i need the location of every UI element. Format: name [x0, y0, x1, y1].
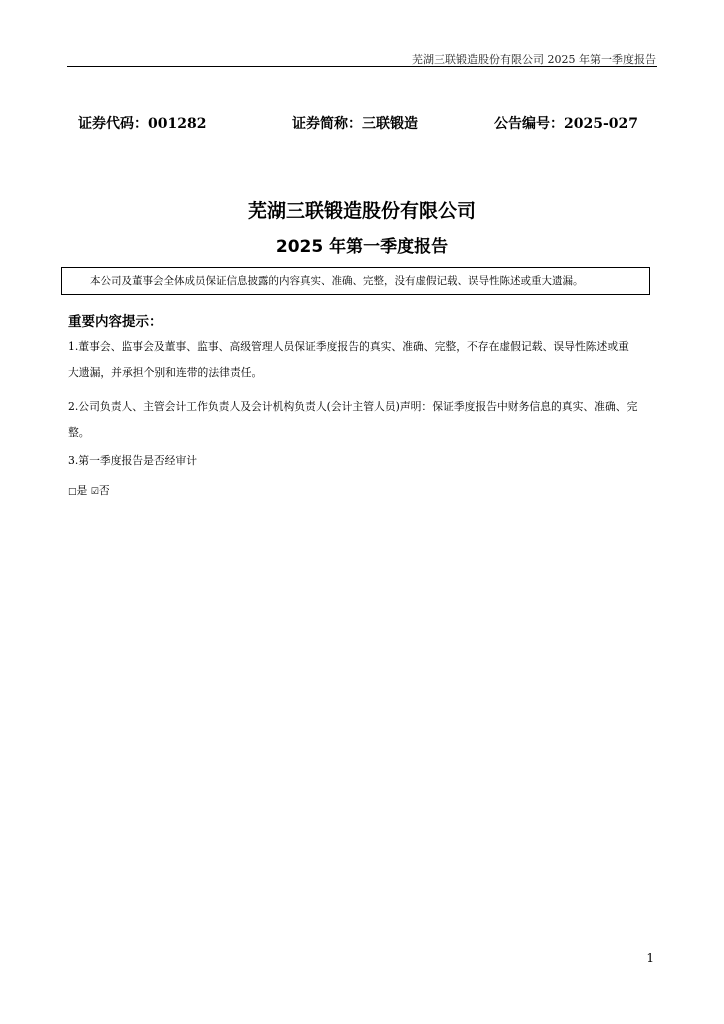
announcement-number: 公告编号：2025-027: [494, 116, 638, 132]
header-rule: [67, 66, 657, 67]
stock-name: 证券简称：三联锻造: [292, 116, 418, 132]
notice-item-3-text: 3.第一季度报告是否经审计: [68, 454, 198, 467]
notice-item-2-line-2: 整。: [68, 426, 90, 439]
important-notice-heading: 重要内容提示：: [68, 314, 163, 330]
unchecked-box-icon: □: [68, 487, 77, 497]
company-title: 芜湖三联锻造股份有限公司: [247, 200, 476, 222]
page-number: 1: [646, 951, 654, 965]
audit-choice-row: [68, 483, 110, 498]
notice-item-2: [68, 394, 658, 446]
audit-no-label: 否: [98, 484, 110, 497]
disclosure-notice-box: 本公司及董事会全体成员保证信息披露的内容真实、准确、完整，没有虚假记载、误导性陈述或重大遗漏。: [61, 267, 650, 295]
notice-item-1-line-1: 1.董事会、监事会及董事、监事、高级管理人员保证季度报告的真实、准确、完整，不存在虚假记载、误导性陈述或重: [68, 340, 629, 353]
notice-item-3: [68, 448, 658, 474]
notice-item-2-line-1: 2.公司负责人、主管会计工作负责人及会计机构负责人(会计主管人员)声明：保证季度报告中财务信息的真实、准确、完: [68, 400, 638, 413]
checked-box-icon: ☑: [90, 487, 99, 497]
audit-yes-label: 是: [76, 484, 88, 497]
notice-item-1-line-2: 大遗漏，并承担个别和连带的法律责任。: [68, 366, 263, 379]
stock-code: 证券代码：001282: [78, 116, 207, 132]
report-title: 2025 年第一季度报告: [275, 237, 449, 257]
security-info-line: [78, 113, 638, 133]
notice-item-1: [68, 334, 658, 386]
running-header: 芜湖三联锻造股份有限公司 2025 年第一季度报告: [412, 53, 656, 66]
